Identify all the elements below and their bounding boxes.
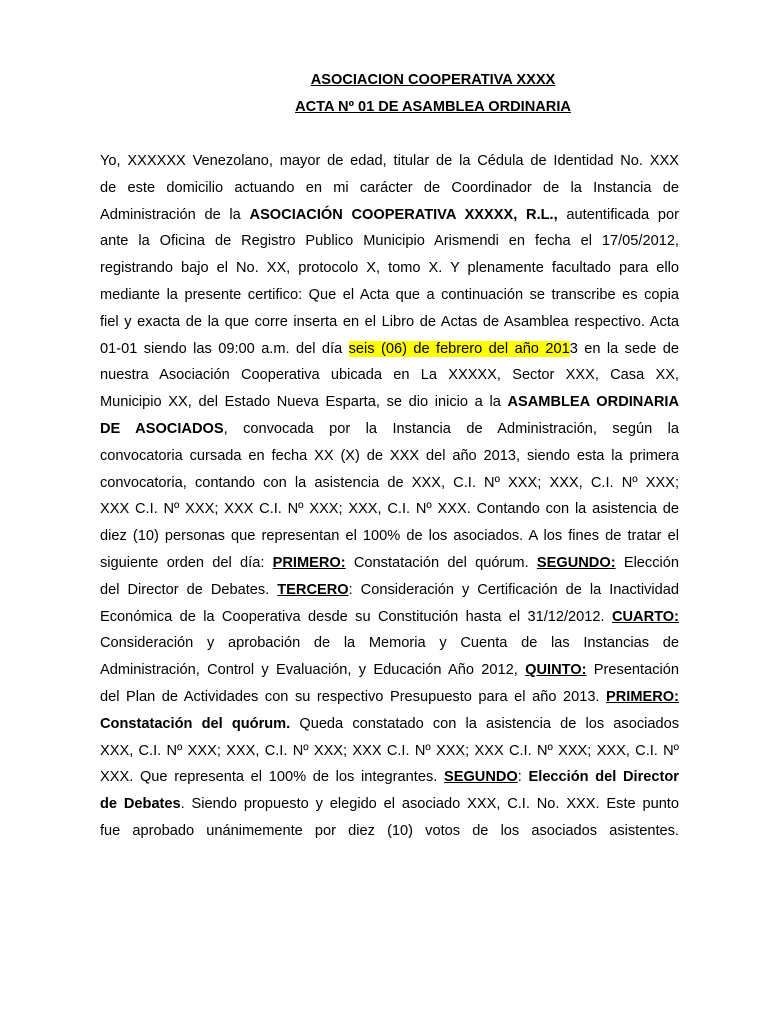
- body-line: Municipio XX, del Estado Nueva Esparta, se dio inicio a la ASAMBLEA ORDINARIA: [100, 394, 679, 411]
- body-line: ante la Oficina de Registro Publico Municipio Arismendi en fecha el 17/05/2012,: [100, 233, 679, 250]
- body-line: siguiente orden del día: PRIMERO: Constatación del quórum. SEGUNDO: Elección: [100, 554, 679, 571]
- body-line: fiel y exacta de la que corre inserta en el Libro de Actas de Asamblea respectivo. Acta: [100, 313, 679, 330]
- body-line: de Debates. Siendo propuesto y elegido el asociado XXX, C.I. No. XXX. Este punto: [100, 796, 679, 813]
- body-line: Administración, Control y Evaluación, y Educación Año 2012, QUINTO: Presentación: [100, 662, 679, 679]
- body-line: Administración de la ASOCIACIÓN COOPERATIVA XXXXX, R.L., autentificada por: [100, 206, 680, 223]
- body-line: XXX C.I. Nº XXX; XXX C.I. Nº XXX; XXX, C.I. Nº XXX. Contando con la asistencia de: [100, 501, 679, 518]
- body-line: nuestra Asociación Cooperativa ubicada en La XXXXX, Sector XXX, Casa XX,: [100, 367, 679, 384]
- agenda-item-1: PRIMERO:: [272, 554, 346, 571]
- body-line: DE ASOCIADOS, convocada por la Instancia de Administración, según la: [100, 420, 679, 437]
- body-line: 01-01 siendo las 09:00 a.m. del día seis (06) de febrero del año 2013 en la sede de: [100, 340, 679, 357]
- section-primero-title: Constatación del quórum.: [100, 715, 291, 732]
- section-segundo-title: Elección del Director: [528, 769, 679, 786]
- body-line: fue aprobado unánimemente por diez (10) votos de los asociados asistentes.: [100, 822, 679, 839]
- section-primero: PRIMERO:: [606, 688, 679, 705]
- body-line: Yo, XXXXXX Venezolano, mayor de edad, titular de la Cédula de Identidad No. XXX: [100, 153, 679, 169]
- agenda-item-5: QUINTO:: [525, 662, 587, 679]
- body-line: del Director de Debates. TERCERO: Consideración y Certificación de la Inactividad: [100, 581, 679, 598]
- agenda-item-2: SEGUNDO:: [536, 554, 616, 571]
- document-title: ASOCIACION COOPERATIVA XXXX: [310, 72, 556, 88]
- body-line: Económica de la Cooperativa desde su Constitución hasta el 31/12/2012. CUARTO:: [100, 608, 679, 625]
- document-subtitle: ACTA Nº 01 DE ASAMBLEA ORDINARIA: [295, 99, 571, 115]
- document-body: [100, 148, 679, 845]
- section-segundo-title-cont: de Debates: [100, 796, 181, 813]
- body-line: XXX. Que representa el 100% de los integrantes. SEGUNDO: Elección del Director: [100, 769, 679, 786]
- body-line: diez (10) personas que representan el 100% de los asociados. A los fines de tratar el: [100, 528, 679, 545]
- highlighted-date: seis (06) de febrero del año 201: [348, 340, 570, 357]
- body-line: mediante la presente certifico: Que el Acta que a continuación se transcribe es copia: [100, 286, 679, 303]
- cooperative-name: ASOCIACIÓN COOPERATIVA XXXXX, R.L.,: [249, 206, 558, 223]
- body-line: convocatoria, contando con la asistencia de XXX, C.I. Nº XXX; XXX, C.I. Nº XXX;: [100, 474, 679, 491]
- body-line: convocatoria cursada en fecha XX (X) de XXX del año 2013, siendo esta la primera: [100, 447, 679, 464]
- agenda-item-3: TERCERO: [277, 581, 349, 598]
- assembly-name: ASAMBLEA ORDINARIA: [507, 394, 679, 411]
- agenda-item-4: CUARTO:: [611, 608, 679, 625]
- body-line: de este domicilio actuando en mi carácter de Coordinador de la Instancia de: [100, 179, 679, 196]
- body-line: registrando bajo el No. XX, protocolo X, tomo X. Y plenamente facultado para ello: [100, 260, 679, 277]
- body-line: del Plan de Actividades con su respectivo Presupuesto para el año 2013. PRIMERO:: [100, 688, 679, 705]
- section-segundo: SEGUNDO: [443, 769, 518, 786]
- body-line: Consideración y aprobación de la Memoria y Cuenta de las Instancias de: [100, 635, 679, 652]
- body-line: XXX, C.I. Nº XXX; XXX, C.I. Nº XXX; XXX C.I. Nº XXX; XXX C.I. Nº XXX; XXX, C.I. Nº: [100, 742, 679, 759]
- body-line: Constatación del quórum. Queda constatado con la asistencia de los asociados: [100, 715, 680, 732]
- assembly-name-cont: DE ASOCIADOS: [100, 420, 224, 437]
